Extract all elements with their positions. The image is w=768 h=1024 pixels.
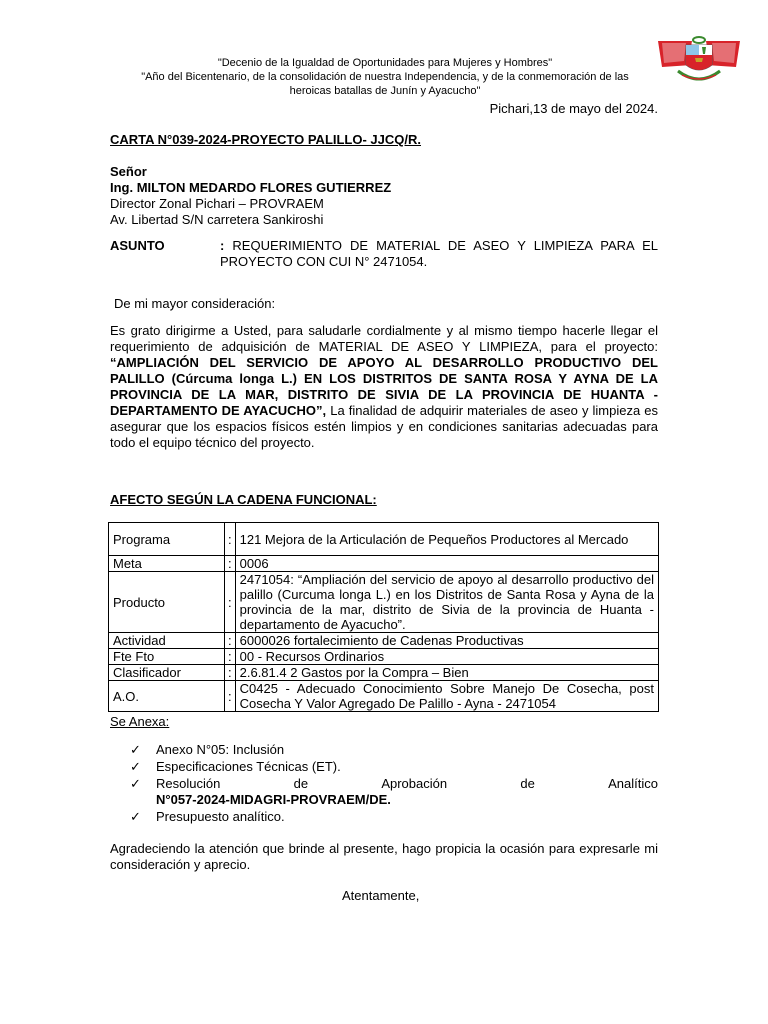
checkmark-icon: ✓ [130, 742, 141, 757]
row-colon: : [225, 523, 236, 556]
table-row [109, 665, 659, 681]
annex-word: de [293, 776, 309, 791]
row-key: Actividad [109, 633, 225, 649]
annex-word: Analítico [608, 776, 658, 791]
checkmark-icon: ✓ [130, 776, 141, 791]
addressee-address: Av. Libertad S/N carretera Sankiroshi [110, 212, 324, 227]
addressee-salutation: Señor [110, 164, 147, 179]
row-key: Producto [109, 572, 225, 633]
row-key: Clasificador [109, 665, 225, 681]
annex-resolution-number: N°057-2024-MIDAGRI-PROVRAEM/DE. [156, 792, 391, 807]
row-value: 2471054: “Ampliación del servicio de apoyo al desarrollo productivo del palillo (Curcuma longa L.) en los Distritos de Santa Rosa y Ayna de la provincia de la mar, distrito de Sivia de la provincia de Huanta - departamento de Ayacucho”. [235, 572, 658, 633]
table-row [109, 633, 659, 649]
header-line-3: heroicas batallas de Junín y Ayacucho" [289, 85, 481, 97]
project-name: “AMPLIACIÓN DEL SERVICIO DE APOYO AL DESARROLLO PRODUCTIVO DEL PALILLO (Cúrcuma longa L.) EN LOS DISTRITOS DE SANTA ROSA Y AYNA DE LA PROVINCIA DE LA MAR, DISTRITO DE SIVIA DE LA PROVINCIA DE HUANTA - DEPARTAMENTO DE AYACUCHO”, [110, 355, 658, 418]
table-row [109, 523, 659, 556]
annex-list [130, 742, 658, 826]
subject-value: REQUERIMIENTO DE MATERIAL DE ASEO Y LIMPIEZA PARA EL PROYECTO CON CUI N° 2471054. [220, 238, 658, 269]
subject-block [110, 238, 658, 270]
addressee-position: Director Zonal Pichari – PROVRAEM [110, 196, 324, 211]
list-item [130, 776, 658, 808]
annex-word: Aprobación [381, 776, 448, 791]
annex-item-text: Presupuesto analítico. [156, 809, 285, 824]
letter-title: CARTA N°039-2024-PROYECTO PALILLO- JJCQ/R. [110, 132, 421, 147]
table-row [109, 572, 659, 633]
intro-text: Es grato dirigirme a Usted, para saludarle cordialmente y al mismo tiempo hacerle llegar el requerimiento de adquisición de MATERIAL DE ASEO Y LIMPIEZA, para el proyecto: [110, 323, 658, 354]
list-item [130, 759, 658, 775]
row-key: Meta [109, 556, 225, 572]
intro-purpose: La finalidad de adquirir materiales de aseo y limpieza es asegurar que los espacios físicos estén limpios y en condiciones sanitarias adecuadas para todo el equipo técnico del proyecto. [110, 403, 658, 450]
row-value: 0006 [235, 556, 658, 572]
subject-colon: : [220, 238, 225, 253]
header-line-1: "Decenio de la Igualdad de Oportunidades para Mujeres y Hombres" [217, 57, 553, 69]
row-value: 2.6.81.4 2 Gastos por la Compra – Bien [235, 665, 658, 681]
row-colon: : [225, 665, 236, 681]
row-colon: : [225, 633, 236, 649]
coat-of-arms-icon [656, 31, 742, 89]
functional-chain-table [108, 522, 659, 712]
row-value: 00 - Recursos Ordinarios [235, 649, 658, 665]
addressee-block [110, 164, 658, 228]
row-key: Programa [109, 523, 225, 556]
row-colon: : [225, 556, 236, 572]
annex-word: Resolución [156, 776, 221, 791]
letter-date: Pichari,13 de mayo del 2024. [489, 101, 658, 116]
annex-item-text: Anexo N°05: Inclusión [156, 742, 285, 757]
checkmark-icon: ✓ [130, 809, 141, 824]
row-key: A.O. [109, 681, 225, 712]
table-row [109, 649, 659, 665]
header-line-2: "Año del Bicentenario, de la consolidación de nuestra Independencia, y de la conmemoración de las [141, 71, 629, 83]
subject-text [220, 238, 658, 270]
row-key: Fte Fto [109, 649, 225, 665]
closing-word: Atentamente, [342, 888, 420, 903]
row-value: 121 Mejora de la Articulación de Pequeños Productores al Mercado [235, 523, 658, 556]
checkmark-icon: ✓ [130, 759, 141, 774]
annex-word: de [520, 776, 535, 791]
closing-paragraph: Agradeciendo la atención que brinde al presente, hago propicia la ocasión para expresarle mi consideración y aprecio. [110, 841, 658, 872]
row-value: C0425 - Adecuado Conocimiento Sobre Manejo De Cosecha, post Cosecha Y Valor Agregado De Palillo - Ayna - 2471054 [235, 681, 658, 712]
annex-item-text: Especificaciones Técnicas (ET). [156, 759, 341, 774]
subject-label: ASUNTO [110, 238, 165, 253]
addressee-name: Ing. MILTON MEDARDO FLORES GUTIERREZ [110, 180, 392, 195]
table-row [109, 681, 659, 712]
annex-item-resolution [156, 776, 658, 792]
functional-chain-title: AFECTO SEGÚN LA CADENA FUNCIONAL: [110, 492, 377, 507]
greeting: De mi mayor consideración: [114, 296, 276, 311]
row-value: 6000026 fortalecimiento de Cadenas Productivas [235, 633, 658, 649]
annex-label: Se Anexa: [110, 714, 170, 729]
row-colon: : [225, 681, 236, 712]
list-item [130, 809, 658, 825]
row-colon: : [225, 572, 236, 633]
list-item [130, 742, 658, 758]
header-slogans [100, 56, 670, 98]
intro-paragraph [110, 323, 658, 451]
row-colon: : [225, 649, 236, 665]
table-row [109, 556, 659, 572]
